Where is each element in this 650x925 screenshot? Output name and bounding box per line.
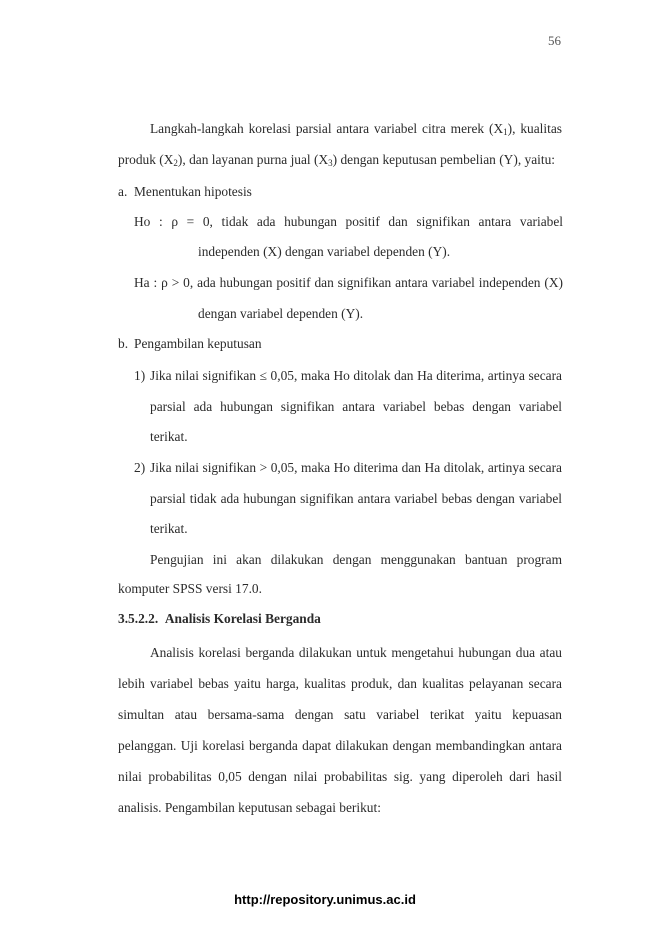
paragraph-line-1: Analisis korelasi berganda dilakukan untuk mengetahui hubungan dua atau [150, 645, 562, 660]
page-number: 56 [548, 33, 561, 48]
testing-line-1: Pengujian ini akan dilakukan dengan menggunakan bantuan program [150, 552, 562, 567]
item-2-line-1: Jika nilai signifikan > 0,05, maka Ho diterima dan Ha ditolak, artinya secara [150, 460, 562, 475]
paragraph-line-6: analisis. Pengambilan keputusan sebagai berikut: [118, 800, 381, 815]
paragraph-line-5: nilai probabilitas 0,05 dengan nilai probabilitas sig. yang diperoleh dari hasil [118, 769, 562, 784]
section-b-title: Pengambilan keputusan [134, 336, 262, 351]
section-a-marker: a. [118, 184, 128, 199]
paragraph-line-2: lebih variabel bebas yaitu harga, kualitas produk, dan kualitas pelayanan secara [118, 676, 562, 691]
subsection-heading [118, 610, 321, 628]
section-a-title: Menentukan hipotesis [134, 184, 252, 199]
paragraph-line-3: simultan atau bersama-sama dengan satu variabel terikat yaitu kepuasan [118, 707, 562, 722]
testing-line-2: komputer SPSS versi 17.0. [118, 581, 262, 596]
hypothesis-h0-line-2: independen (X) dengan variabel dependen (Y). [198, 244, 451, 259]
item-1-line-3: terikat. [150, 429, 188, 444]
hypothesis-h0-line-1: Ho : ρ = 0, tidak ada hubungan positif dan signifikan antara variabel [134, 214, 563, 229]
paragraph-line-4: pelanggan. Uji korelasi berganda dapat dilakukan dengan membandingkan antara [118, 738, 562, 753]
item-1-line-2: parsial ada hubungan signifikan antara variabel bebas dengan variabel [150, 399, 562, 414]
section-b-marker: b. [118, 336, 129, 351]
hypothesis-ha-line-1: Ha : ρ > 0, ada hubungan positif dan signifikan antara variabel independen (X) [134, 275, 563, 290]
item-1-line-1: Jika nilai signifikan ≤ 0,05, maka Ho ditolak dan Ha diterima, artinya secara [150, 368, 562, 383]
subsection-number: 3.5.2.2. [118, 611, 159, 626]
intro-line-1: Langkah-langkah korelasi parsial antara variabel citra merek $(X_1)$, kualitas [150, 121, 562, 137]
item-2-line-3: terikat. [150, 521, 188, 536]
item-1-marker: 1) [134, 368, 146, 383]
subsection-title: Analisis Korelasi Berganda [164, 611, 321, 626]
hypothesis-ha-line-2: dengan variabel dependen (Y). [198, 306, 364, 321]
item-2-line-2: parsial tidak ada hubungan signifikan antara variabel bebas dengan variabel [150, 491, 562, 506]
intro-line-2: produk $(X_2)$, dan layanan purna jual $(X_3)$ dengan keputusan pembelian (Y), yaitu: [118, 152, 556, 168]
item-2-marker: 2) [134, 460, 146, 475]
repository-url[interactable]: http://repository.unimus.ac.id [234, 892, 416, 907]
